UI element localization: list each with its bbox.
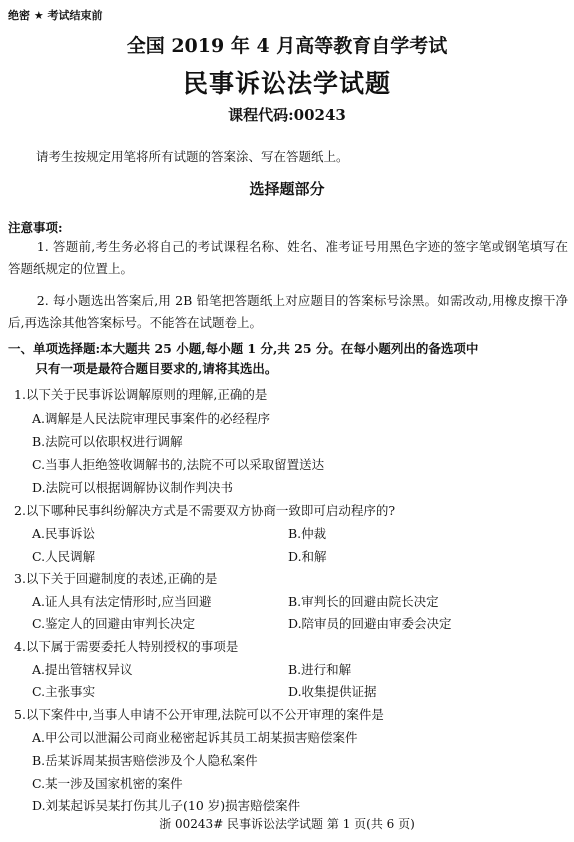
answer-instruction: 请考生按规定用笔将所有试题的答案涂、写在答题纸上。	[36, 149, 349, 164]
question-1-option-d: D.法院可以根据调解协议制作判决书	[32, 480, 234, 495]
question-2-stem: 2.以下哪种民事纠纷解决方式是不需要双方协商一致即可启动程序的?	[14, 503, 396, 518]
subject-title: 民事诉讼法学试题	[182, 69, 391, 98]
question-5-option-a: A.甲公司以泄漏公司商业秘密起诉其员工胡某损害赔偿案件	[32, 730, 358, 745]
exam-title: 全国 2019 年 4 月高等教育自学考试	[126, 35, 448, 57]
question-3-option-c: C.鉴定人的回避由审判长决定	[32, 616, 196, 631]
question-1-option-a: A.调解是人民法院审理民事案件的必经程序	[32, 411, 271, 426]
question-2-option-a: A.民事诉讼	[32, 526, 96, 541]
confidential-label: 绝密 ★ 考试结束前	[8, 9, 103, 22]
note-item-2: 2. 每小题选出答案后,用 2B 铅笔把答题纸上对应题目的答案标号涂黑。如需改动,用橡皮擦干净后,再选涂其他答案标号。不能答在试题卷上。	[8, 293, 568, 330]
section-title: 选择题部分	[249, 180, 325, 198]
page-footer: 浙 00243# 民事诉讼法学试题 第 1 页(共 6 页)	[159, 817, 415, 831]
question-3-option-b: B.审判长的回避由院长决定	[288, 594, 439, 609]
question-4-stem: 4.以下属于需要委托人特别授权的事项是	[14, 639, 239, 654]
question-2-option-d: D.和解	[288, 549, 327, 564]
course-code: 课程代码:00243	[228, 106, 346, 124]
question-1-stem: 1.以下关于民事诉讼调解原则的理解,正确的是	[14, 387, 268, 402]
question-5-option-c: C.某一涉及国家机密的案件	[32, 776, 183, 791]
question-2-option-c: C.人民调解	[32, 549, 96, 564]
question-1-option-b: B.法院可以依职权进行调解	[32, 434, 183, 449]
section-1-heading	[8, 339, 568, 379]
question-5-option-d: D.刘某起诉吴某打伤其儿子(10 岁)损害赔偿案件	[32, 798, 301, 813]
question-4-option-a: A.提出管辖权异议	[32, 662, 133, 677]
section-1-line-2: 只有一项是最符合题目要求的,请将其选出。	[35, 361, 278, 376]
question-3-option-a: A.证人具有法定情形时,应当回避	[32, 594, 212, 609]
question-5-stem: 5.以下案件中,当事人申请不公开审理,法院可以不公开审理的案件是	[14, 707, 384, 722]
question-4-option-c: C.主张事实	[32, 684, 96, 699]
question-4-option-d: D.收集提供证据	[288, 684, 377, 699]
question-2-option-b: B.仲裁	[288, 526, 327, 541]
question-5-option-b: B.岳某诉周某损害赔偿涉及个人隐私案件	[32, 753, 258, 768]
note-item-1: 1. 答题前,考生务必将自己的考试课程名称、姓名、准考证号用黑色字迹的签字笔或钢笔填写在答题纸规定的位置上。	[8, 239, 568, 276]
question-3-option-d: D.陪审员的回避由审委会决定	[288, 616, 452, 631]
notes-heading: 注意事项:	[8, 220, 63, 235]
question-1-option-c: C.当事人拒绝签收调解书的,法院不可以采取留置送达	[32, 457, 325, 472]
section-1-line-1: 一、单项选择题:本大题共 25 小题,每小题 1 分,共 25 分。在每小题列出的备选项中	[8, 341, 479, 356]
question-3-stem: 3.以下关于回避制度的表述,正确的是	[14, 571, 218, 586]
question-4-option-b: B.进行和解	[288, 662, 352, 677]
